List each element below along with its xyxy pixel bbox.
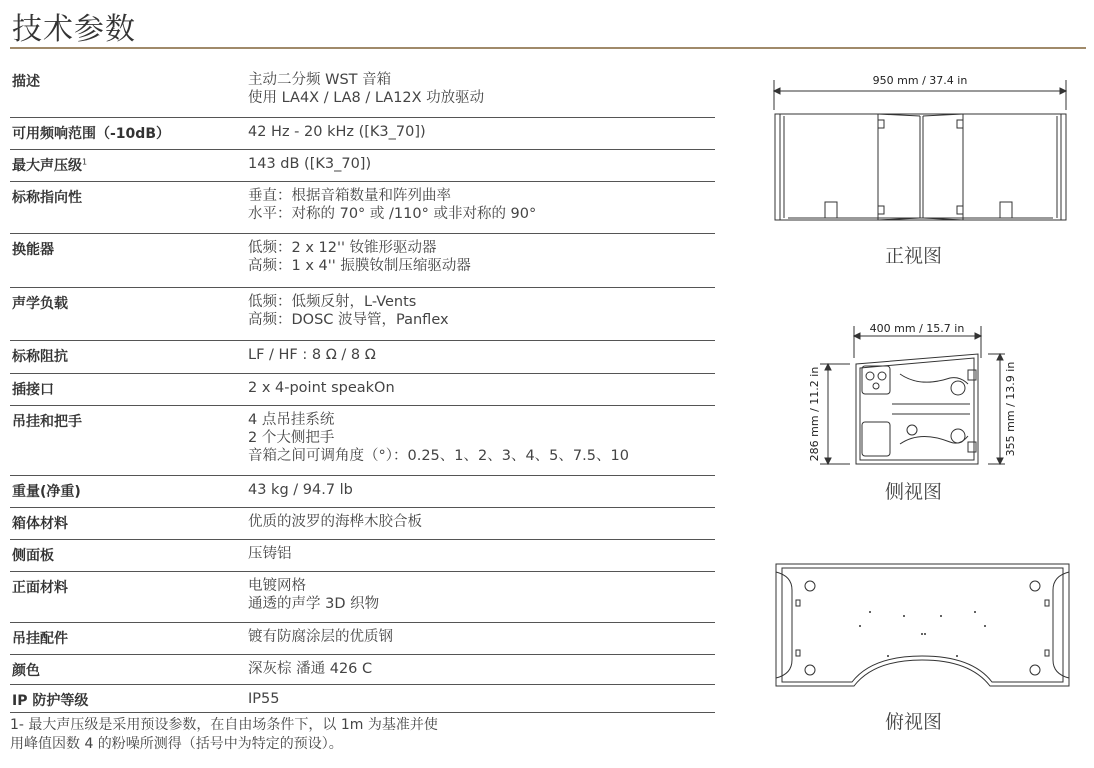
spec-row xyxy=(10,118,715,150)
spec-row xyxy=(10,508,715,540)
spec-key: 正面材料 xyxy=(12,580,68,596)
spec-key: 描述 xyxy=(12,74,40,90)
spec-value: 垂直：根据音箱数量和阵列曲率 水平：对称的 70° 或 /110° 或非对称的 90° xyxy=(248,188,537,222)
spec-key: 重量(净重) xyxy=(12,484,81,500)
spec-value: 主动二分频 WST 音箱 使用 LA4X / LA8 / LA12X 功放驱动 xyxy=(248,72,485,106)
spec-value: LF / HF : 8 Ω / 8 Ω xyxy=(248,347,376,363)
spec-key: 吊挂配件 xyxy=(12,631,68,647)
side-view-label: 侧视图 xyxy=(885,481,943,503)
spec-value: 143 dB ([K3_70]) xyxy=(248,156,372,172)
spec-value: 43 kg / 94.7 lb xyxy=(248,482,353,498)
spec-row xyxy=(10,374,715,406)
spec-row xyxy=(10,66,715,118)
spec-key: 颜色 xyxy=(12,663,40,679)
spec-key: 可用频响范围（-10dB） xyxy=(12,126,170,142)
side-back-height-dimension: 355 mm / 13.9 in xyxy=(1004,361,1017,457)
spec-key: 箱体材料 xyxy=(12,516,68,532)
front-view-label: 正视图 xyxy=(885,245,943,267)
spec-value: 深灰棕 潘通 426 C xyxy=(248,661,373,677)
spec-value: 电镀网格 通透的声学 3D 织物 xyxy=(248,578,380,612)
spec-key: 侧面板 xyxy=(12,548,54,564)
spec-row xyxy=(10,655,715,685)
spec-row xyxy=(10,182,715,234)
spec-row xyxy=(10,623,715,655)
spec-table xyxy=(10,66,715,713)
spec-value: IP55 xyxy=(248,691,280,707)
spec-value: 优质的波罗的海桦木胶合板 xyxy=(248,514,422,530)
spec-key: 吊挂和把手 xyxy=(12,414,82,430)
spec-value: 压铸铝 xyxy=(248,546,292,562)
page-title: 技术参数 xyxy=(12,12,136,47)
spec-row xyxy=(10,288,715,341)
side-front-height-dimension: 286 mm / 11.2 in xyxy=(808,366,821,462)
front-view-drawing xyxy=(770,70,1070,230)
spec-row xyxy=(10,540,715,572)
top-view-label: 俯视图 xyxy=(885,711,943,733)
spec-row xyxy=(10,685,715,713)
spec-key: 标称阻抗 xyxy=(12,349,68,365)
spec-value: 2 x 4-point speakOn xyxy=(248,380,395,396)
front-width-dimension: 950 mm / 37.4 in xyxy=(872,74,968,87)
spec-value: 镀有防腐涂层的优质钢 xyxy=(248,629,393,645)
spec-row xyxy=(10,341,715,374)
footnote: 1- 最大声压级是采用预设参数，在自由场条件下，以 1m 为基准并使 用峰值因数 4 的粉噪所测得（括号中为特定的预设）。 xyxy=(10,717,438,752)
spec-row xyxy=(10,572,715,623)
spec-key: 换能器 xyxy=(12,242,54,258)
spec-key: 插接口 xyxy=(12,382,54,398)
top-view-drawing xyxy=(770,560,1075,690)
spec-value: 4 点吊挂系统 2 个大侧把手 音箱之间可调角度（°）：0.25、1、2、3、4、5、7.5、10 xyxy=(248,412,629,464)
spec-key: 标称指向性 xyxy=(12,190,82,206)
spec-value: 低频：低频反射，L-Vents 高频：DOSC 波导管，Panflex xyxy=(248,294,449,328)
spec-row xyxy=(10,406,715,476)
spec-row xyxy=(10,476,715,508)
spec-key: IP 防护等级 xyxy=(12,693,89,709)
spec-row xyxy=(10,150,715,182)
side-view-drawing xyxy=(800,318,1030,468)
spec-value: 低频：2 x 12'' 钕锥形驱动器 高频：1 x 4'' 振膜钕制压缩驱动器 xyxy=(248,240,471,274)
spec-key: 最大声压级$^1$ xyxy=(12,157,88,174)
title-rule xyxy=(10,47,1086,49)
spec-row xyxy=(10,234,715,288)
spec-value: 42 Hz - 20 kHz ([K3_70]) xyxy=(248,124,426,140)
side-width-dimension: 400 mm / 15.7 in xyxy=(869,322,965,335)
spec-key: 声学负载 xyxy=(12,296,68,312)
